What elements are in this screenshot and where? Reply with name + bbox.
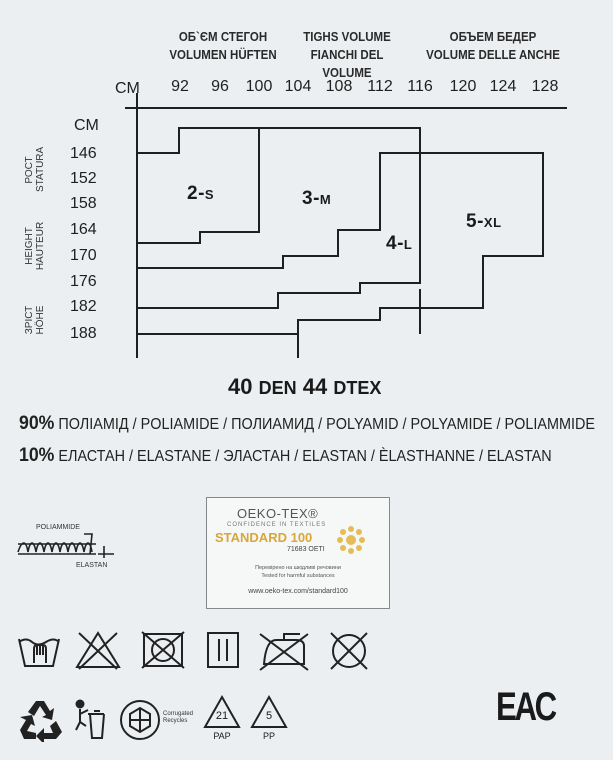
oeko-line2: Tested for harmful substances [261, 573, 335, 579]
size-name: XL [483, 215, 502, 230]
dtex-unit: DTEX [333, 378, 382, 398]
oeko-tagline: CONFIDENCE IN TEXTILES [227, 522, 327, 528]
x-tick: 116 [407, 78, 433, 95]
x-tick: 104 [284, 78, 312, 95]
header-col1-line2: VOLUMEN HÜFTEN [169, 48, 277, 62]
corrugated-label: Corrugated Recycles [163, 711, 194, 724]
oeko-brand: OEKO-TEX® [237, 506, 319, 521]
x-tick: 128 [531, 78, 559, 95]
yarn-bottom-label: ELASTAN [76, 562, 108, 569]
header-col2-line1: TIGHS VOLUME [303, 30, 391, 44]
x-tick: 124 [489, 78, 517, 95]
trash-bin-icon [72, 696, 108, 742]
composition-text: ЕЛАСТАН / ELASTANE / ЭЛАСТАН / ELASTAN / ÈLASTHANNE / ELASTAN [58, 448, 552, 465]
oeko-code: 71683 OETI [287, 546, 325, 553]
size-name: S [204, 187, 215, 202]
eac-mark: EAC [496, 685, 555, 729]
composition-text: ПОЛІАМІД / POLIAMIDE / ПОЛИАМИД / POLYAMID / POLYAMIDE / POLIAMMIDE [58, 416, 596, 433]
pap-recycle-icon [202, 694, 242, 741]
pp-recycle-icon [249, 694, 289, 741]
y-tick: 176 [70, 273, 97, 290]
size-name: M [319, 192, 332, 207]
y-tick: 182 [70, 298, 97, 315]
oeko-url: www.oeko-tex.com/standard100 [248, 588, 348, 595]
y-label: HEIGHT [24, 227, 35, 265]
y-label: РОСТ [24, 156, 35, 184]
y-tick: 146 [70, 145, 97, 162]
size-number: 2 [187, 183, 199, 204]
line-dry-icon [205, 630, 241, 670]
density-line [228, 374, 381, 400]
y-tick: 170 [70, 247, 97, 264]
no-iron-icon [256, 630, 312, 672]
composition-percent: 90% [19, 413, 55, 434]
no-tumble-dry-icon [140, 630, 186, 670]
size-name: L [403, 237, 413, 252]
composition-row-2 [19, 445, 552, 467]
oeko-tex-label [206, 497, 390, 609]
y-unit-label: CM [74, 117, 99, 134]
x-tick: 120 [449, 78, 477, 95]
dtex-value: 44 [302, 374, 328, 399]
pp-label: PP [262, 731, 275, 741]
size-number: 3 [302, 188, 314, 209]
oeko-line1: Перевірено на шкідливі речовини [255, 565, 341, 571]
yarn-top-label: POLIAMMIDE [36, 524, 80, 531]
corrugated-recycle-icon [118, 698, 162, 742]
size-label-m: 3-M [302, 188, 332, 209]
flower-icon [333, 522, 369, 558]
y-tick: 188 [70, 325, 97, 342]
x-tick: 108 [325, 78, 353, 95]
composition-percent: 10% [19, 445, 55, 466]
oeko-standard: STANDARD 100 [215, 530, 313, 545]
header-col3-line2: VOLUME DELLE ANCHE [426, 48, 560, 62]
size-label-xl: 5-XL [466, 211, 502, 232]
y-tick: 164 [70, 221, 97, 238]
x-tick: 112 [367, 78, 393, 95]
recycle-icon [16, 698, 64, 742]
composition-row-1 [19, 413, 595, 435]
size-label-l: 4-L [386, 233, 413, 254]
x-tick: 92 [171, 78, 189, 95]
no-dry-clean-icon [326, 629, 372, 673]
x-tick: 100 [245, 78, 273, 95]
pap-label: PAP [213, 731, 231, 741]
hand-wash-icon [16, 633, 62, 669]
size-number: 5 [466, 211, 478, 232]
pp-number: 5 [265, 710, 273, 722]
x-unit-label: CM [115, 80, 140, 97]
y-tick: 152 [70, 170, 97, 187]
yarn-icon [14, 532, 124, 560]
y-label: HÖHE [35, 305, 46, 335]
y-tick: 158 [70, 195, 97, 212]
no-bleach-icon [73, 629, 123, 671]
x-tick: 96 [211, 78, 229, 95]
yarn-diagram [14, 524, 124, 574]
size-label-s: 2-S [187, 183, 215, 204]
den-unit: DEN [258, 378, 297, 398]
den-value: 40 [228, 374, 253, 399]
header-col1-line1: ОБ`ЄМ СТЕГОН [178, 30, 268, 44]
size-number: 4 [386, 233, 398, 254]
pap-number: 21 [215, 710, 229, 722]
y-label: STATURA [35, 146, 46, 192]
header-col3-line1: ОБЪЕМ БЕДЕР [449, 30, 537, 44]
y-label: ЗРІСТ [24, 305, 35, 335]
header-col2-line2: FIANCHI DEL VOLUME [310, 48, 384, 80]
y-label: HAUTEUR [35, 221, 46, 271]
